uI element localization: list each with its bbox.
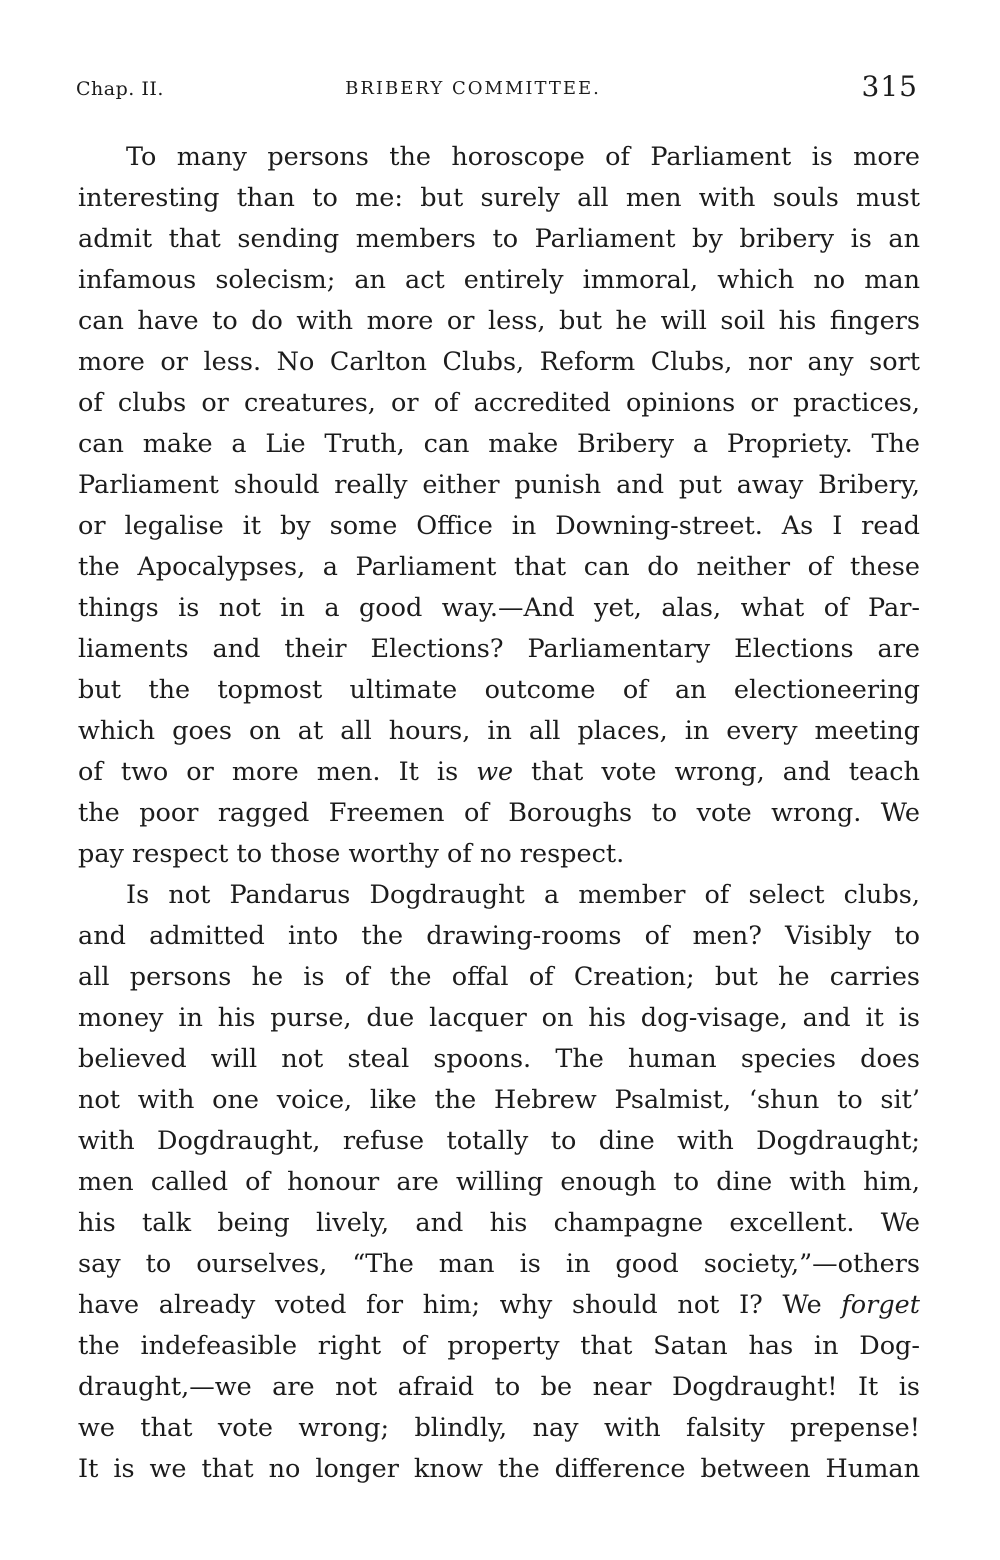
text-line: say to ourselves, “The man is in good society,”—others (78, 1249, 920, 1279)
text-line: draught,—we are not afraid to be near Dogdraught! It is (78, 1372, 920, 1402)
text-line: To many persons the horoscope of Parliament is more (126, 142, 920, 172)
text-line: admit that sending members to Parliament by bribery is an (78, 224, 920, 254)
text-line: of clubs or creatures, or of accredited opinions or practices, (78, 388, 920, 418)
text-line: things is not in a good way.—And yet, alas, what of Par- (78, 593, 920, 623)
text-line: and admitted into the drawing-rooms of men? Visibly to (78, 921, 920, 951)
text-line: the poor ragged Freemen of Boroughs to vote wrong. We (78, 798, 920, 828)
text-line: infamous solecism; an act entirely immoral, which no man (78, 265, 920, 295)
text-line: or legalise it by some Office in Downing-street. As I read (78, 511, 920, 541)
text-line: believed will not steal spoons. The human species does (78, 1044, 920, 1074)
text-line: Parliament should really either punish and put away Bribery, (78, 470, 920, 500)
chapter-label: Chap. II. (76, 78, 164, 100)
emphasis: forget (841, 1290, 920, 1320)
text-line: Is not Pandarus Dogdraught a member of select clubs, (126, 880, 920, 910)
text-line: all persons he is of the offal of Creation; but he carries (78, 962, 920, 992)
text-line: with Dogdraught, refuse totally to dine with Dogdraught; (78, 1126, 920, 1156)
text-line: of two or more men. It is we that vote wrong, and teach (78, 757, 920, 787)
text-line: men called of honour are willing enough to dine with him, (78, 1167, 920, 1197)
running-head (76, 70, 918, 104)
text-line: It is we that no longer know the difference between Human (78, 1454, 920, 1484)
text-line: have already voted for him; why should not I? We forget (78, 1290, 920, 1320)
text-line: not with one voice, like the Hebrew Psalmist, ‘shun to sit’ (78, 1085, 920, 1115)
text-line: interesting than to me: but surely all men with souls must (78, 183, 920, 213)
text-line: can have to do with more or less, but he will soil his fingers (78, 306, 920, 336)
text-line: his talk being lively, and his champagne excellent. We (78, 1208, 920, 1238)
text-line: more or less. No Carlton Clubs, Reform Clubs, nor any sort (78, 347, 920, 377)
text-line: the indefeasible right of property that Satan has in Dog- (78, 1331, 920, 1361)
emphasis: we (476, 757, 514, 787)
page-number: 315 (861, 70, 918, 103)
text-line: the Apocalypses, a Parliament that can do neither of these (78, 552, 920, 582)
body-text (78, 137, 920, 1490)
text-line: liaments and their Elections? Parliamentary Elections are (78, 634, 920, 664)
text-line: we that vote wrong; blindly, nay with falsity prepense! (78, 1413, 920, 1443)
text-line: money in his purse, due lacquer on his dog-visage, and it is (78, 1003, 920, 1033)
text-line: can make a Lie Truth, can make Bribery a Propriety. The (78, 429, 920, 459)
text-line: which goes on at all hours, in all places, in every meeting (78, 716, 920, 746)
text-line: pay respect to those worthy of no respect. (78, 839, 625, 869)
text-line: but the topmost ultimate outcome of an electioneering (78, 675, 920, 705)
running-title: BRIBERY COMMITTEE. (345, 78, 601, 99)
